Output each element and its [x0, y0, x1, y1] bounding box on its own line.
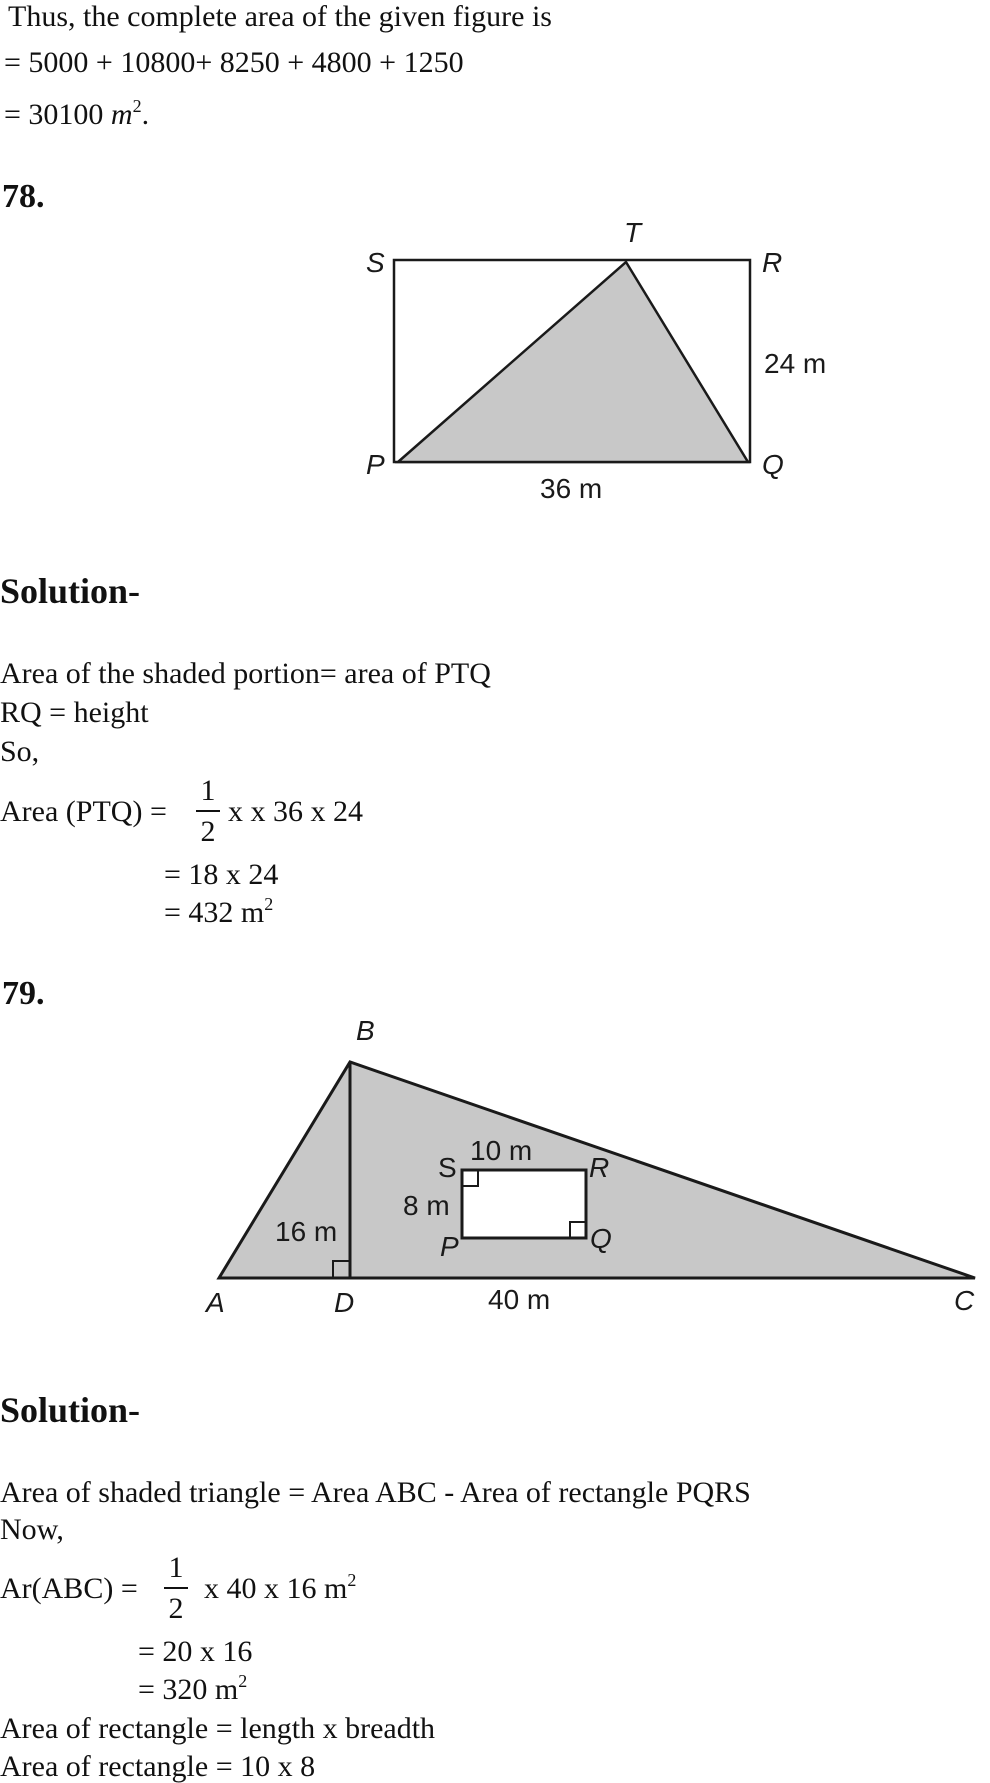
q79-solution-line-3: Area of rectangle = length x breadth — [0, 1712, 436, 1745]
q78-step-1: = 18 x 24 — [164, 858, 279, 891]
vertex-label-s: S — [366, 247, 385, 278]
q78-step-2-value: = 432 m — [164, 896, 265, 929]
fraction-numerator: 1 — [168, 1551, 184, 1584]
q79-step-2-value: = 320 m — [138, 1673, 239, 1706]
width-label-10m: 10 m — [470, 1135, 533, 1166]
vertex-label-p-79: P — [440, 1231, 459, 1262]
solution-heading-79: Solution- — [0, 1390, 141, 1430]
q79-area-formula-exponent: 2 — [347, 1570, 357, 1590]
fraction-numerator: 1 — [200, 774, 216, 807]
vertex-label-s-79: S — [438, 1152, 457, 1183]
q78-solution-line-3: So, — [0, 735, 40, 768]
q78-step-2-exponent: 2 — [264, 894, 274, 914]
vertex-label-t: T — [624, 217, 642, 248]
vertex-label-r: R — [762, 247, 783, 278]
q79-solution-line-2: Now, — [0, 1513, 64, 1546]
q79-area-formula-rest-text: x 40 x 16 m — [204, 1572, 348, 1605]
height-label-16m: 16 m — [275, 1216, 338, 1247]
q78-area-formula-prefix: Area (PTQ) = — [0, 795, 167, 828]
q79-step-2-exponent: 2 — [238, 1671, 248, 1691]
fraction-denominator: 2 — [200, 815, 216, 848]
q78-fraction-half — [196, 776, 220, 847]
question-number-78: 78. — [2, 178, 45, 215]
fraction-bar — [164, 1587, 188, 1589]
vertex-label-b: B — [356, 1015, 375, 1046]
figure-78 — [0, 200, 990, 500]
base-label-40m: 40 m — [488, 1284, 551, 1315]
vertex-label-a: A — [206, 1287, 225, 1318]
intro-result-unit: m — [110, 98, 133, 131]
q79-area-formula-prefix: Ar(ABC) = — [0, 1572, 138, 1605]
vertex-label-c: C — [954, 1285, 975, 1316]
intro-result-exponent: 2 — [132, 96, 142, 116]
base-label-36m: 36 m — [540, 473, 603, 500]
solution-heading-78: Solution- — [0, 571, 141, 611]
shaded-triangle-ptq — [398, 262, 748, 462]
q79-solution-line-4: Area of rectangle = 10 x 8 — [0, 1750, 316, 1783]
vertex-label-q-79: Q — [590, 1223, 612, 1254]
fraction-bar — [196, 810, 220, 812]
intro-sum-line: = 5000 + 10800+ 8250 + 4800 + 1250 — [4, 46, 464, 79]
side-label-8m: 8 m — [403, 1190, 450, 1221]
q79-step-1: = 20 x 16 — [138, 1635, 253, 1668]
height-label-24m: 24 m — [764, 348, 827, 379]
q78-solution-line-2: RQ = height — [0, 696, 149, 729]
q79-area-formula-rest — [204, 1570, 357, 1605]
intro-result-line — [4, 96, 150, 131]
fraction-denominator: 2 — [168, 1592, 184, 1625]
vertex-label-p: P — [366, 449, 385, 480]
vertex-label-r-79: R — [589, 1152, 610, 1183]
q78-area-formula-rest: x x 36 x 24 — [228, 795, 363, 828]
q79-fraction-half — [164, 1553, 188, 1624]
q78-solution-line-1: Area of the shaded portion= area of PTQ — [0, 657, 491, 690]
intro-line-1: Thus, the complete area of the given figure is — [8, 0, 552, 33]
intro-result-value: = 30100 — [4, 98, 104, 131]
rectangle-pqrs-79 — [462, 1170, 586, 1238]
figure-79 — [0, 1000, 990, 1320]
q79-step-2 — [138, 1671, 248, 1706]
intro-result-period: . — [141, 98, 150, 131]
vertex-label-q: Q — [762, 449, 784, 480]
q78-step-2 — [164, 894, 274, 929]
q79-solution-line-1: Area of shaded triangle = Area ABC - Area of rectangle PQRS — [0, 1476, 751, 1509]
vertex-label-d: D — [334, 1287, 355, 1318]
question-number-79: 79. — [2, 975, 45, 1012]
